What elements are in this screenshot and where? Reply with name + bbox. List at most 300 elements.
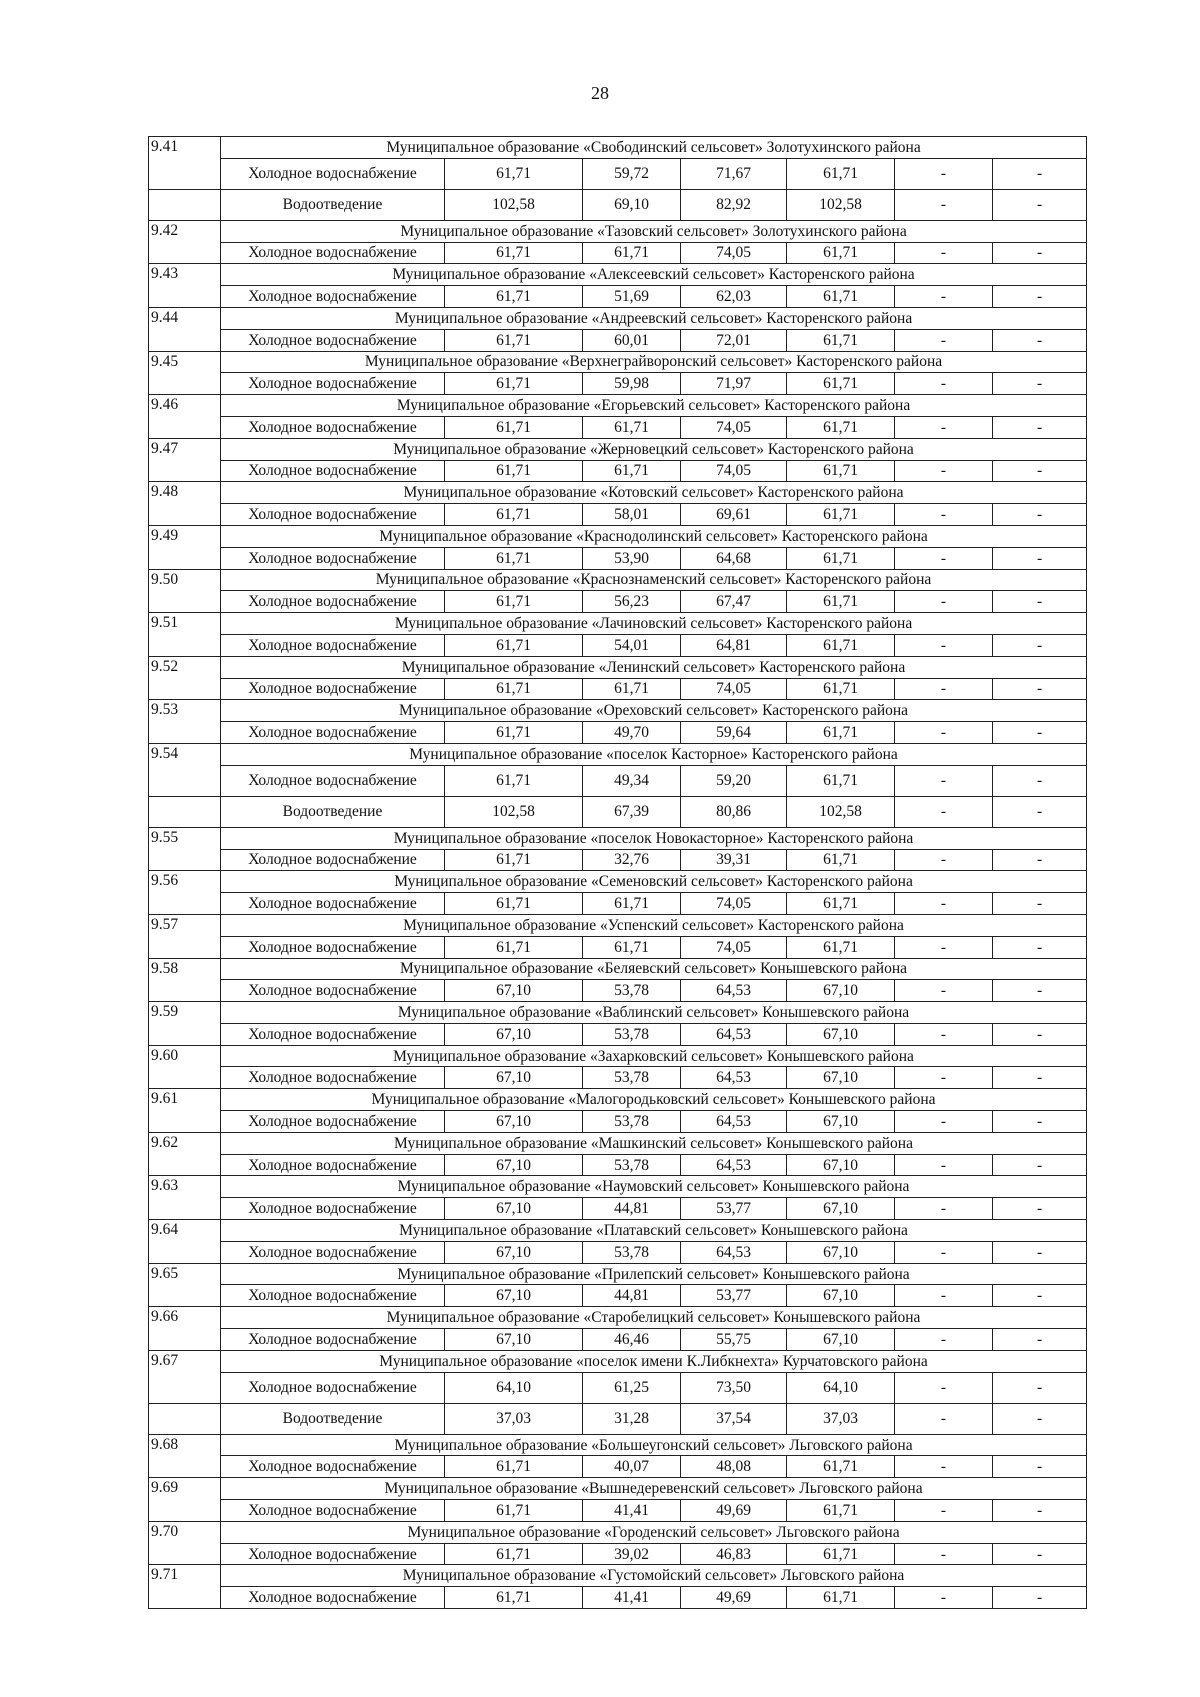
service-row xyxy=(149,242,1087,264)
tariff-value-1: 102,58 xyxy=(445,189,583,220)
tariff-value-2: 49,34 xyxy=(583,765,681,796)
number-spacer-cell xyxy=(149,242,221,264)
service-row xyxy=(149,722,1087,744)
empty-value-1: - xyxy=(895,460,993,482)
entry-number: 9.52 xyxy=(149,656,221,678)
tariff-value-4: 61,71 xyxy=(787,329,895,351)
tariff-value-4: 61,71 xyxy=(787,1543,895,1565)
number-spacer-cell xyxy=(149,980,221,1002)
service-name: Холодное водоснабжение xyxy=(221,765,445,796)
number-spacer-cell xyxy=(149,1023,221,1045)
tariff-value-3: 59,64 xyxy=(681,722,787,744)
empty-value-1: - xyxy=(895,373,993,395)
service-name: Холодное водоснабжение xyxy=(221,1067,445,1089)
tariff-value-2: 41,41 xyxy=(583,1500,681,1522)
tariff-value-4: 61,71 xyxy=(787,504,895,526)
tariff-value-4: 67,10 xyxy=(787,1154,895,1176)
tariff-value-1: 61,71 xyxy=(445,1456,583,1478)
entity-title: Муниципальное образование «Густомойский сельсовет» Льговского района xyxy=(221,1565,1087,1587)
empty-value-2: - xyxy=(993,329,1087,351)
empty-value-2: - xyxy=(993,849,1087,871)
entity-title: Муниципальное образование «поселок Касторное» Касторенского района xyxy=(221,743,1087,765)
service-row xyxy=(149,416,1087,438)
empty-value-2: - xyxy=(993,634,1087,656)
empty-value-2: - xyxy=(993,765,1087,796)
tariff-value-1: 61,71 xyxy=(445,1500,583,1522)
tariff-value-2: 61,71 xyxy=(583,460,681,482)
service-row xyxy=(149,1500,1087,1522)
entity-header-row xyxy=(149,525,1087,547)
service-name: Холодное водоснабжение xyxy=(221,980,445,1002)
tariff-value-3: 74,05 xyxy=(681,416,787,438)
service-name: Холодное водоснабжение xyxy=(221,849,445,871)
tariff-value-4: 37,03 xyxy=(787,1403,895,1434)
empty-value-2: - xyxy=(993,286,1087,308)
entity-header-row xyxy=(149,1307,1087,1329)
page-number: 28 xyxy=(591,83,609,103)
empty-value-2: - xyxy=(993,722,1087,744)
empty-value-1: - xyxy=(895,1329,993,1351)
empty-value-1: - xyxy=(895,158,993,189)
entry-number: 9.49 xyxy=(149,525,221,547)
entity-header-row xyxy=(149,1565,1087,1587)
tariff-value-4: 61,71 xyxy=(787,591,895,613)
entity-header-row xyxy=(149,1089,1087,1111)
entity-header-row xyxy=(149,743,1087,765)
empty-value-2: - xyxy=(993,460,1087,482)
empty-value-1: - xyxy=(895,765,993,796)
tariff-value-1: 67,10 xyxy=(445,1285,583,1307)
tariff-value-2: 53,78 xyxy=(583,1111,681,1133)
entity-header-row xyxy=(149,1176,1087,1198)
service-row xyxy=(149,1111,1087,1133)
entry-number: 9.56 xyxy=(149,871,221,893)
empty-value-2: - xyxy=(993,1456,1087,1478)
tariff-value-3: 64,53 xyxy=(681,1023,787,1045)
empty-value-2: - xyxy=(993,1403,1087,1434)
empty-value-1: - xyxy=(895,286,993,308)
tariff-table-body xyxy=(149,137,1087,1609)
entity-title: Муниципальное образование «Алексеевский сельсовет» Касторенского района xyxy=(221,264,1087,286)
empty-value-1: - xyxy=(895,1198,993,1220)
service-name: Холодное водоснабжение xyxy=(221,936,445,958)
service-name: Холодное водоснабжение xyxy=(221,1198,445,1220)
empty-value-2: - xyxy=(993,1329,1087,1351)
tariff-value-3: 74,05 xyxy=(681,242,787,264)
tariff-value-4: 61,71 xyxy=(787,286,895,308)
empty-value-2: - xyxy=(993,158,1087,189)
empty-value-1: - xyxy=(895,796,993,827)
tariff-value-2: 31,28 xyxy=(583,1403,681,1434)
tariff-value-2: 53,78 xyxy=(583,980,681,1002)
entity-title: Муниципальное образование «Платавский сельсовет» Конышевского района xyxy=(221,1220,1087,1242)
tariff-value-1: 67,10 xyxy=(445,1241,583,1263)
entity-title: Муниципальное образование «Ореховский сельсовет» Касторенского района xyxy=(221,700,1087,722)
service-row xyxy=(149,189,1087,220)
tariff-value-3: 46,83 xyxy=(681,1543,787,1565)
empty-value-2: - xyxy=(993,1023,1087,1045)
empty-value-1: - xyxy=(895,1543,993,1565)
entry-number: 9.46 xyxy=(149,395,221,417)
service-name: Холодное водоснабжение xyxy=(221,1329,445,1351)
tariff-value-1: 61,71 xyxy=(445,1543,583,1565)
entry-number: 9.41 xyxy=(149,137,221,159)
entity-title: Муниципальное образование «Тазовский сельсовет» Золотухинского района xyxy=(221,220,1087,242)
tariff-value-4: 67,10 xyxy=(787,1111,895,1133)
number-spacer-cell xyxy=(149,1067,221,1089)
tariff-value-2: 54,01 xyxy=(583,634,681,656)
entity-header-row xyxy=(149,1478,1087,1500)
tariff-value-4: 61,71 xyxy=(787,634,895,656)
tariff-value-2: 61,25 xyxy=(583,1372,681,1403)
empty-value-2: - xyxy=(993,189,1087,220)
entity-title: Муниципальное образование «Старобелицкий сельсовет» Конышевского района xyxy=(221,1307,1087,1329)
tariff-value-2: 61,71 xyxy=(583,678,681,700)
service-row xyxy=(149,1023,1087,1045)
service-row xyxy=(149,796,1087,827)
tariff-value-2: 46,46 xyxy=(583,1329,681,1351)
entity-header-row xyxy=(149,827,1087,849)
tariff-value-3: 64,53 xyxy=(681,1111,787,1133)
tariff-value-2: 41,41 xyxy=(583,1587,681,1609)
tariff-value-3: 64,53 xyxy=(681,980,787,1002)
entity-header-row xyxy=(149,220,1087,242)
entity-title: Муниципальное образование «Верхнеграйворонский сельсовет» Касторенского района xyxy=(221,351,1087,373)
tariff-value-1: 67,10 xyxy=(445,1023,583,1045)
entry-number: 9.48 xyxy=(149,482,221,504)
tariff-value-2: 53,78 xyxy=(583,1067,681,1089)
tariff-value-1: 67,10 xyxy=(445,1329,583,1351)
tariff-value-4: 67,10 xyxy=(787,1285,895,1307)
service-name: Холодное водоснабжение xyxy=(221,893,445,915)
entity-title: Муниципальное образование «Котовский сельсовет» Касторенского района xyxy=(221,482,1087,504)
entity-header-row xyxy=(149,1220,1087,1242)
entity-header-row xyxy=(149,1002,1087,1024)
entity-title: Муниципальное образование «Наумовский сельсовет» Конышевского района xyxy=(221,1176,1087,1198)
empty-value-2: - xyxy=(993,547,1087,569)
tariff-value-2: 53,78 xyxy=(583,1154,681,1176)
tariff-value-3: 67,47 xyxy=(681,591,787,613)
entity-title: Муниципальное образование «Семеновский сельсовет» Касторенского района xyxy=(221,871,1087,893)
tariff-value-1: 61,71 xyxy=(445,329,583,351)
service-row xyxy=(149,1543,1087,1565)
entry-number: 9.65 xyxy=(149,1263,221,1285)
tariff-value-2: 61,71 xyxy=(583,936,681,958)
empty-value-1: - xyxy=(895,1023,993,1045)
service-name: Холодное водоснабжение xyxy=(221,1456,445,1478)
entry-number: 9.54 xyxy=(149,743,221,765)
entity-header-row xyxy=(149,1350,1087,1372)
entry-number: 9.57 xyxy=(149,914,221,936)
tariff-value-3: 74,05 xyxy=(681,678,787,700)
tariff-value-2: 61,71 xyxy=(583,416,681,438)
service-row xyxy=(149,1456,1087,1478)
entity-title: Муниципальное образование «Жерновецкий сельсовет» Касторенского района xyxy=(221,438,1087,460)
entity-title: Муниципальное образование «Большеугонский сельсовет» Льговского района xyxy=(221,1434,1087,1456)
tariff-value-1: 67,10 xyxy=(445,1198,583,1220)
entry-number: 9.68 xyxy=(149,1434,221,1456)
tariff-value-4: 61,71 xyxy=(787,849,895,871)
entry-number: 9.63 xyxy=(149,1176,221,1198)
service-row xyxy=(149,373,1087,395)
tariff-value-3: 49,69 xyxy=(681,1587,787,1609)
tariff-value-3: 71,67 xyxy=(681,158,787,189)
empty-value-1: - xyxy=(895,678,993,700)
service-row xyxy=(149,849,1087,871)
empty-value-2: - xyxy=(993,1372,1087,1403)
number-spacer-cell xyxy=(149,416,221,438)
number-spacer-cell xyxy=(149,286,221,308)
entry-number: 9.55 xyxy=(149,827,221,849)
tariff-value-2: 53,78 xyxy=(583,1241,681,1263)
number-spacer-cell xyxy=(149,765,221,796)
empty-value-1: - xyxy=(895,1372,993,1403)
tariff-value-2: 60,01 xyxy=(583,329,681,351)
tariff-value-4: 67,10 xyxy=(787,1329,895,1351)
number-spacer-cell xyxy=(149,329,221,351)
tariff-value-4: 61,71 xyxy=(787,416,895,438)
number-spacer-cell xyxy=(149,893,221,915)
service-name: Холодное водоснабжение xyxy=(221,634,445,656)
service-name: Холодное водоснабжение xyxy=(221,1543,445,1565)
empty-value-1: - xyxy=(895,329,993,351)
service-name: Холодное водоснабжение xyxy=(221,1285,445,1307)
service-name: Холодное водоснабжение xyxy=(221,242,445,264)
tariff-value-3: 80,86 xyxy=(681,796,787,827)
tariff-value-2: 51,69 xyxy=(583,286,681,308)
tariff-value-3: 49,69 xyxy=(681,1500,787,1522)
entry-number: 9.45 xyxy=(149,351,221,373)
entity-header-row xyxy=(149,264,1087,286)
entity-header-row xyxy=(149,569,1087,591)
tariff-value-2: 53,78 xyxy=(583,1023,681,1045)
tariff-table xyxy=(148,136,1087,1609)
entity-header-row xyxy=(149,958,1087,980)
service-row xyxy=(149,286,1087,308)
service-row xyxy=(149,591,1087,613)
tariff-value-1: 61,71 xyxy=(445,722,583,744)
empty-value-1: - xyxy=(895,1067,993,1089)
entity-header-row xyxy=(149,351,1087,373)
entry-number: 9.70 xyxy=(149,1521,221,1543)
entry-number: 9.50 xyxy=(149,569,221,591)
service-row xyxy=(149,980,1087,1002)
service-name: Холодное водоснабжение xyxy=(221,460,445,482)
number-spacer-cell xyxy=(149,547,221,569)
number-spacer-cell xyxy=(149,634,221,656)
entity-title: Муниципальное образование «Захарковский сельсовет» Конышевского района xyxy=(221,1045,1087,1067)
service-name: Холодное водоснабжение xyxy=(221,1500,445,1522)
service-row xyxy=(149,1403,1087,1434)
tariff-value-4: 67,10 xyxy=(787,1198,895,1220)
service-row xyxy=(149,547,1087,569)
tariff-value-2: 39,02 xyxy=(583,1543,681,1565)
tariff-value-2: 58,01 xyxy=(583,504,681,526)
service-name: Холодное водоснабжение xyxy=(221,1587,445,1609)
service-name: Холодное водоснабжение xyxy=(221,416,445,438)
empty-value-1: - xyxy=(895,980,993,1002)
tariff-value-3: 37,54 xyxy=(681,1403,787,1434)
tariff-value-3: 64,53 xyxy=(681,1241,787,1263)
tariff-value-1: 64,10 xyxy=(445,1372,583,1403)
entry-number: 9.43 xyxy=(149,264,221,286)
empty-value-2: - xyxy=(993,1198,1087,1220)
empty-value-1: - xyxy=(895,1111,993,1133)
tariff-value-1: 102,58 xyxy=(445,796,583,827)
tariff-value-1: 61,71 xyxy=(445,936,583,958)
tariff-value-2: 61,71 xyxy=(583,893,681,915)
empty-value-1: - xyxy=(895,591,993,613)
entry-number: 9.47 xyxy=(149,438,221,460)
entity-header-row xyxy=(149,482,1087,504)
empty-value-2: - xyxy=(993,980,1087,1002)
empty-value-1: - xyxy=(895,242,993,264)
entry-number: 9.58 xyxy=(149,958,221,980)
empty-value-2: - xyxy=(993,1500,1087,1522)
service-row xyxy=(149,893,1087,915)
tariff-value-4: 61,71 xyxy=(787,722,895,744)
entry-number: 9.69 xyxy=(149,1478,221,1500)
service-row xyxy=(149,1154,1087,1176)
tariff-value-4: 61,71 xyxy=(787,1500,895,1522)
service-row xyxy=(149,329,1087,351)
entity-title: Муниципальное образование «Андреевский сельсовет» Касторенского района xyxy=(221,307,1087,329)
service-row xyxy=(149,1285,1087,1307)
tariff-value-1: 61,71 xyxy=(445,765,583,796)
tariff-value-4: 102,58 xyxy=(787,796,895,827)
empty-value-1: - xyxy=(895,1241,993,1263)
service-name: Водоотведение xyxy=(221,796,445,827)
empty-value-1: - xyxy=(895,849,993,871)
entity-header-row xyxy=(149,1434,1087,1456)
tariff-value-1: 61,71 xyxy=(445,849,583,871)
service-row xyxy=(149,460,1087,482)
tariff-value-1: 61,71 xyxy=(445,504,583,526)
empty-value-1: - xyxy=(895,936,993,958)
empty-value-1: - xyxy=(895,1154,993,1176)
number-spacer-cell xyxy=(149,1198,221,1220)
entity-header-row xyxy=(149,1263,1087,1285)
entity-title: Муниципальное образование «Городенский сельсовет» Льговского района xyxy=(221,1521,1087,1543)
empty-value-1: - xyxy=(895,893,993,915)
number-spacer-cell xyxy=(149,1329,221,1351)
number-spacer-cell xyxy=(149,460,221,482)
tariff-value-1: 61,71 xyxy=(445,416,583,438)
tariff-value-3: 62,03 xyxy=(681,286,787,308)
service-row xyxy=(149,504,1087,526)
number-spacer-cell xyxy=(149,1241,221,1263)
tariff-value-1: 67,10 xyxy=(445,980,583,1002)
entry-number: 9.62 xyxy=(149,1132,221,1154)
tariff-value-1: 61,71 xyxy=(445,1587,583,1609)
service-name: Холодное водоснабжение xyxy=(221,158,445,189)
empty-value-2: - xyxy=(993,1067,1087,1089)
tariff-value-3: 69,61 xyxy=(681,504,787,526)
service-name: Холодное водоснабжение xyxy=(221,1241,445,1263)
number-spacer-cell xyxy=(149,1285,221,1307)
service-row xyxy=(149,1587,1087,1609)
entity-header-row xyxy=(149,1521,1087,1543)
tariff-value-3: 64,81 xyxy=(681,634,787,656)
service-row xyxy=(149,634,1087,656)
tariff-value-4: 61,71 xyxy=(787,547,895,569)
number-spacer-cell xyxy=(149,373,221,395)
tariff-value-4: 61,71 xyxy=(787,373,895,395)
tariff-value-2: 67,39 xyxy=(583,796,681,827)
empty-value-2: - xyxy=(993,678,1087,700)
tariff-value-3: 74,05 xyxy=(681,460,787,482)
service-row xyxy=(149,936,1087,958)
service-row xyxy=(149,1067,1087,1089)
tariff-value-4: 61,71 xyxy=(787,1587,895,1609)
service-row xyxy=(149,1241,1087,1263)
empty-value-1: - xyxy=(895,547,993,569)
tariff-value-3: 53,77 xyxy=(681,1198,787,1220)
entry-number: 9.53 xyxy=(149,700,221,722)
empty-value-2: - xyxy=(993,591,1087,613)
entity-title: Муниципальное образование «Успенский сельсовет» Касторенского района xyxy=(221,914,1087,936)
number-spacer-cell xyxy=(149,936,221,958)
tariff-value-1: 61,71 xyxy=(445,893,583,915)
entity-header-row xyxy=(149,700,1087,722)
entity-header-row xyxy=(149,1045,1087,1067)
entity-title: Муниципальное образование «Краснодолинский сельсовет» Касторенского района xyxy=(221,525,1087,547)
service-name: Холодное водоснабжение xyxy=(221,722,445,744)
tariff-value-1: 61,71 xyxy=(445,242,583,264)
tariff-value-3: 74,05 xyxy=(681,893,787,915)
number-spacer-cell xyxy=(149,1111,221,1133)
service-name: Холодное водоснабжение xyxy=(221,504,445,526)
entity-header-row xyxy=(149,137,1087,159)
empty-value-2: - xyxy=(993,373,1087,395)
tariff-value-1: 61,71 xyxy=(445,591,583,613)
entry-number: 9.66 xyxy=(149,1307,221,1329)
empty-value-1: - xyxy=(895,504,993,526)
empty-value-1: - xyxy=(895,189,993,220)
service-row xyxy=(149,1198,1087,1220)
entity-title: Муниципальное образование «Прилепский сельсовет» Конышевского района xyxy=(221,1263,1087,1285)
tariff-value-2: 61,71 xyxy=(583,242,681,264)
entity-header-row xyxy=(149,914,1087,936)
tariff-value-3: 53,77 xyxy=(681,1285,787,1307)
empty-value-2: - xyxy=(993,796,1087,827)
entry-number: 9.64 xyxy=(149,1220,221,1242)
service-name: Холодное водоснабжение xyxy=(221,1372,445,1403)
entity-header-row xyxy=(149,307,1087,329)
empty-value-2: - xyxy=(993,1111,1087,1133)
tariff-value-2: 44,81 xyxy=(583,1285,681,1307)
entity-title: Муниципальное образование «Ваблинский сельсовет» Конышевского района xyxy=(221,1002,1087,1024)
empty-value-2: - xyxy=(993,504,1087,526)
tariff-value-2: 59,98 xyxy=(583,373,681,395)
tariff-value-3: 82,92 xyxy=(681,189,787,220)
service-row xyxy=(149,1329,1087,1351)
tariff-value-4: 67,10 xyxy=(787,1241,895,1263)
tariff-value-3: 74,05 xyxy=(681,936,787,958)
entry-number: 9.71 xyxy=(149,1565,221,1587)
tariff-value-3: 73,50 xyxy=(681,1372,787,1403)
number-spacer-cell xyxy=(149,1456,221,1478)
tariff-value-4: 61,71 xyxy=(787,765,895,796)
empty-value-1: - xyxy=(895,1456,993,1478)
service-name: Холодное водоснабжение xyxy=(221,329,445,351)
empty-value-2: - xyxy=(993,1154,1087,1176)
empty-value-2: - xyxy=(993,416,1087,438)
empty-value-2: - xyxy=(993,242,1087,264)
entity-title: Муниципальное образование «Беляевский сельсовет» Конышевского района xyxy=(221,958,1087,980)
entity-title: Муниципальное образование «Свободинский сельсовет» Золотухинского района xyxy=(221,137,1087,159)
tariff-value-2: 53,90 xyxy=(583,547,681,569)
